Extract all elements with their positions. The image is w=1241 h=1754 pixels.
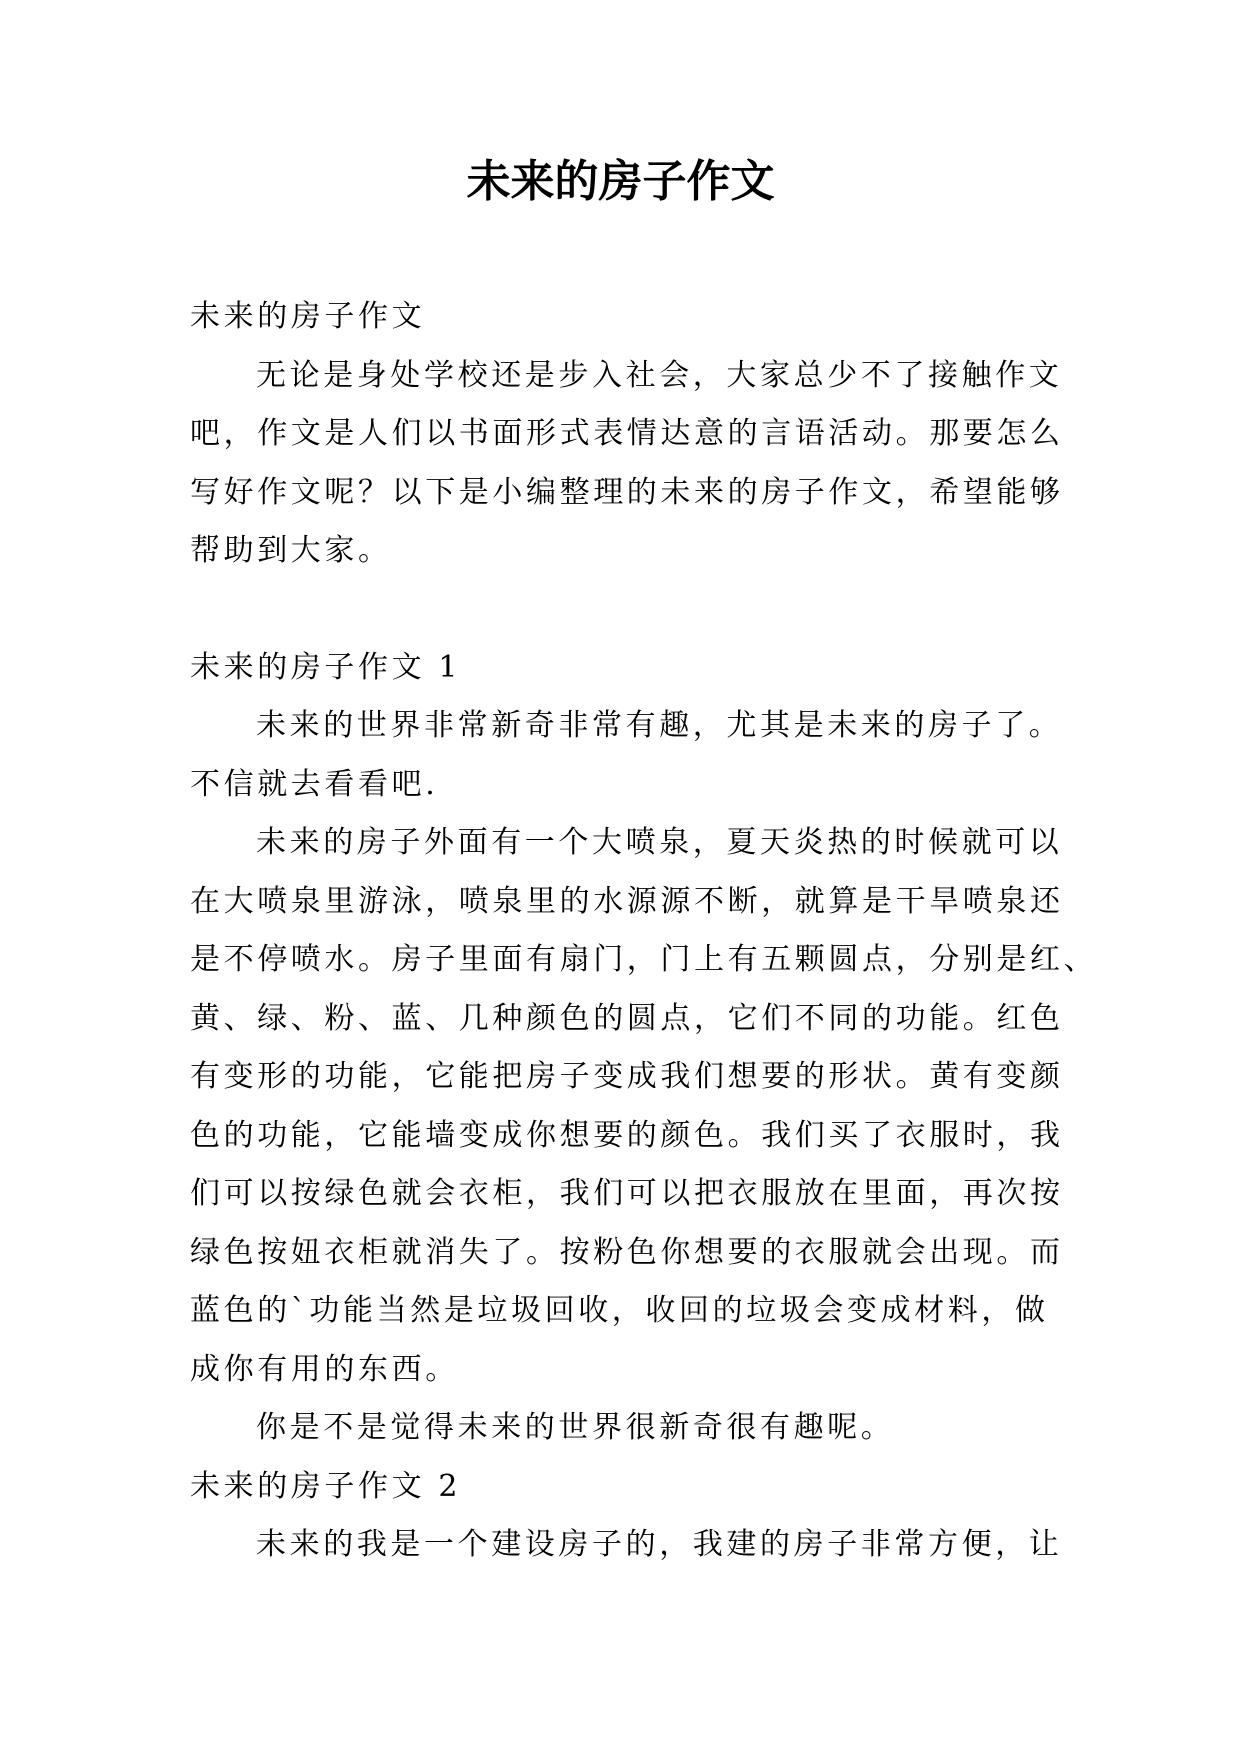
essay1-paragraph-3 [190,1399,1060,1458]
text-line: 在大喷泉里游泳，喷泉里的水源源不断，就算是干旱喷泉还 [190,883,1064,919]
text-line: 成你有用的东西。 [190,1351,459,1387]
document-title: 未来的房子作文 [466,156,775,207]
essay1-heading: 未来的房子作文 1 [190,649,462,685]
essay2-paragraph-1 [190,1516,1063,1575]
essay1-paragraph-1 [190,697,1063,814]
intro-heading: 未来的房子作文 [190,299,426,334]
text-line: 写好作文呢？以下是小编整理的未来的房子作文，希望能够 [190,474,1064,510]
text-line: 色的功能，它能墙变成你想要的颜色。我们买了衣服时，我 [190,1117,1064,1153]
essay2-heading: 未来的房子作文 2 [190,1468,462,1504]
text-line: 们可以按绿色就会衣柜，我们可以把衣服放在里面，再次按 [190,1176,1064,1211]
text-line: 未来的房子外面有一个大喷泉，夏天炎热的时候就可以 [256,825,1063,860]
text-line: 吧，作文是人们以书面形式表情达意的言语活动。那要怎么 [190,416,1064,451]
text-line: 绿色按妞衣柜就消失了。按粉色你想要的衣服就会出现。而 [190,1234,1064,1270]
text-line: 无论是身处学校还是步入社会，大家总少不了接触作文 [256,357,1063,393]
text-line: 未来的世界非常新奇非常有趣，尤其是未来的房子了。 [256,708,1063,743]
text-line: 有变形的功能，它能把房子变成我们想要的形状。黄有变颜 [190,1059,1064,1094]
text-line: 帮助到大家。 [190,533,392,568]
essay1-paragraph-2 [190,814,1098,1399]
text-line: 是不停喷水。房子里面有扇门，门上有五颗圆点，分别是红、 [190,942,1098,977]
text-line: 黄、绿、粉、蓝、几种颜色的圆点，它们不同的功能。红色 [190,1000,1064,1036]
text-line: 蓝色的`功能当然是垃圾回收，收回的垃圾会变成材料，做 [190,1293,1049,1328]
text-line: 未来的我是一个建设房子的，我建的房子非常方便，让 [256,1527,1063,1562]
text-line: 不信就去看看吧. [190,766,439,802]
document-body [190,288,1098,1575]
text-line: 你是不是觉得未来的世界很新奇很有趣呢。 [256,1410,895,1445]
intro-paragraph [190,347,1064,581]
